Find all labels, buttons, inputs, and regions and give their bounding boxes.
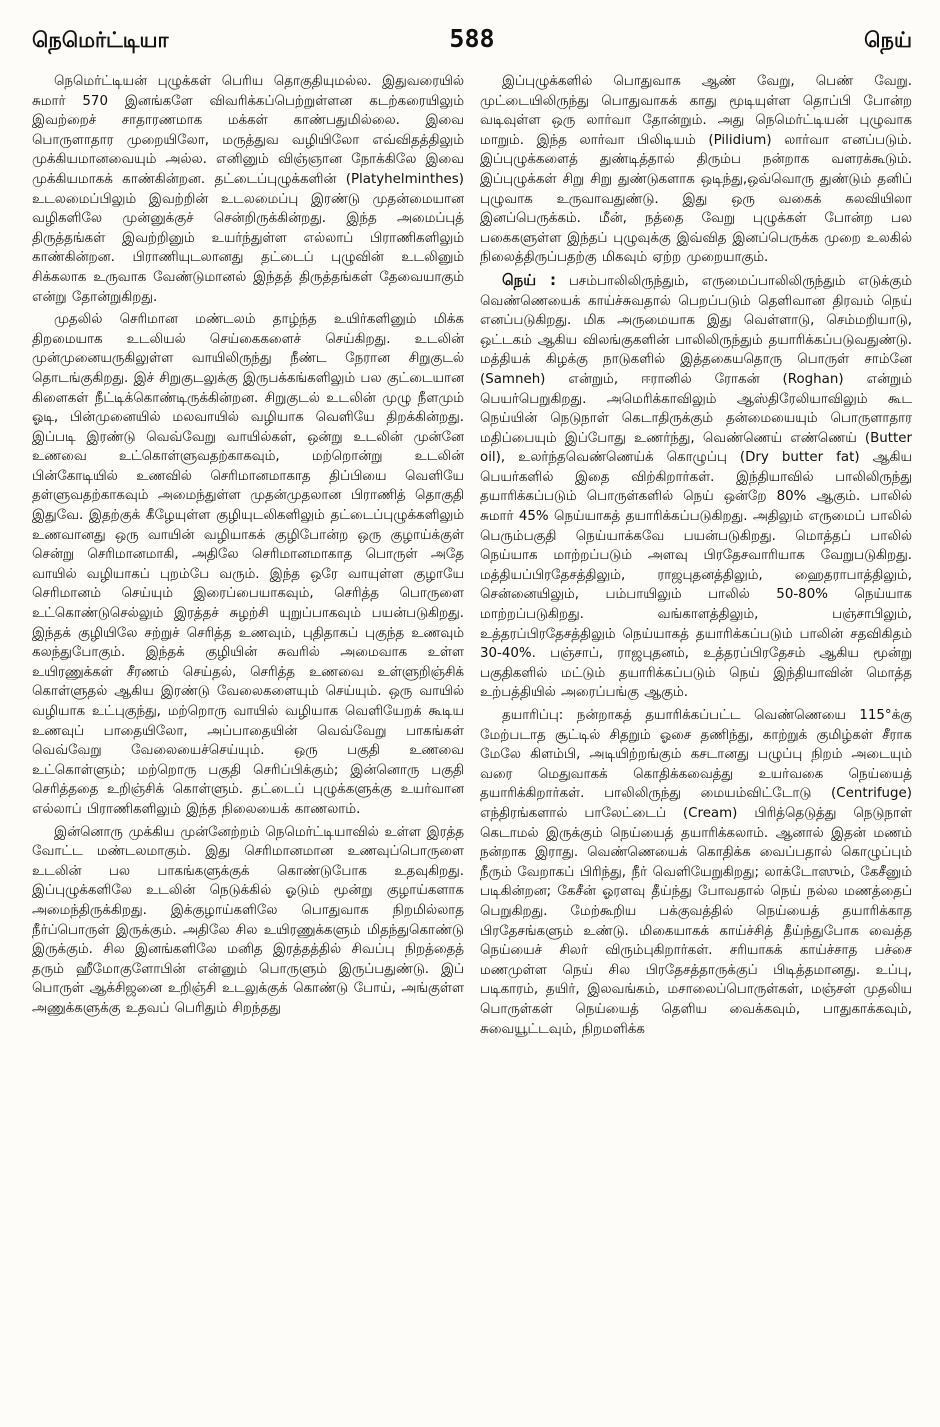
header-right-term: நெய் (864, 28, 912, 52)
paragraph: முதலில் செரிமான மண்டலம் தாழ்ந்த உயிர்களினும் மிக்க திறமையாக உடலியல் செய்கைகளைச் செய்கிறது. உடலின் முன்முனையருகிலுள்ள வாயிலிருந்து நீண்ட நேரான சிறுகுடல் தொடங்குகிறது. இச் சிறுகுடலுக்கு இருபக்கங்களிலும் பல குட்டையான கிளைகள் நீட்டிக்கொண்டிருக்கின்றன. சிறுகுடல் உடலின் முழு நீளமும் ஓடி, பின்முனையில் மலவாயில் வழியாக வெளியே திறக்கின்றது. இப்படி இரண்டு வெவ்வேறு வாயில்கள், ஒன்று உடலின் முன்னே உணவை உட்கொள்ளுவதற்காகவும், மற்றொன்று உடலின் பின்கோடியில் உணவில் செரிமானமாகாத திப்பியை வெளியே தள்ளுவதற்காகவும் அமைந்துள்ள முதன்முதலான பிராணித் தொகுதி இதுவே. இதற்குக் கீழேயுள்ள குழியுடலிகளிலும் தட்டைப்புழுக்களிலும் உணவானது ஒரு வாயின் வழியாகக் குழிபோன்ற ஒரு குழாய்க்குள் சென்று செரிமானமாகி, அதிலே செரிமானமாகாத பொருள் அதே வாயில் வழியாகப் புறம்பே வரும். இந்த ஒரே வாயுள்ள குழாயே செரிமானம் செய்யும் இரைப்பையாகவும், செரித்த பொருளை உட்கொண்டுசெல்லும் இரத்தச் சுழற்சி யுறுப்பாகவும் பயன்படுகிறது. இந்தக் குழியிலே சற்றுச் செரித்த உணவும், புதிதாகப் புகுந்த உணவும் கலந்துபோகும். இந்தக் குழியின் சுவரில் அமைவாக உள்ள உயிரணுக்கள் சீரணம் செய்தல், செரித்த உணவை உள்ளுறிஞ்சிக் கொள்ளுதல் ஆகிய இரண்டு வேலைகளையும் செய்யும். ஒரு வாயில் வழியாக உட்புகுந்து, மற்றொரு வாயில் வழியாக வெளியேறக் கூடிய உணவுப் பாதையிலோ, அப்பாதையின் வெவ்வேறு பாகங்கள் வெவ்வேறு வேலையைச்செய்யும். ஒரு பகுதி உணவை உட்கொள்ளும்; மற்றொரு பகுதி செரிப்பிக்கும்; இன்னொரு பகுதி செரித்ததை உறிஞ்சிக் கொள்ளும். தட்டைப் புழுக்களுக்கு உயர்வான எல்லாப் பிராணிகளிலும் இந்த நிலையைக் காணலாம். (32, 312, 464, 817)
two-column-body (32, 72, 912, 1042)
subheading: தயாரிப்பு: (502, 708, 564, 723)
paragraph: நெமெர்ட்டியன் புழுக்கள் பெரிய தொகுதியுமல்ல. இதுவரையில் சுமார் 570 இனங்களே விவரிக்கப்பெற்றுள்ளன கடற்கரையிலும் இவற்றைச் சாதாரணமாக மக்கள் காண்பதுமில்லை. இவை பொருளாதார முறையிலோ, மருத்துவ வழியிலோ எவ்விதத்திலும் முக்கியமானவையும் அல்ல. எனினும் விஞ்ஞான நோக்கிலே இவை முக்கியமாகக் காண்கின்றன. தட்டைப்புழுக்களின் (Platyhelminthes) உடலமைப்பிலும் இவற்றின் உடலமைப்பு இரண்டு முதன்மையான வழிகளிலே முன்னுக்குச் சென்றிருக்கின்றது. இந்த அமைப்புத் திருத்தங்கள் இவற்றினும் உயர்ந்துள்ள எல்லாப் பிராணிகளிலும் காண்கின்றன. பிராணியுடலானது தட்டைப் புழுவின் உடலினும் சிக்கலாக உருவாக வேண்டுமானல் இந்தத் திருத்தங்கள் தேவையாகும் என்று தோன்றுகிறது. (32, 74, 464, 305)
entry-headword: நெய் : (502, 270, 556, 289)
preparation-paragraph (480, 706, 912, 1039)
entry-paragraph (480, 271, 912, 703)
paragraph: இப்புழுக்களில் பொதுவாக ஆண் வேறு, பெண் வேறு. முட்டையிலிருந்து பொதுவாகக் காது மூடியுள்ள தொப்பி போன்ற வடிவுள்ள ஒரு லார்வா தோன்றும். அது நெமெர்ட்டியன் புழுவாக மாறும். இந்த லார்வா பிலிடியம் (Pilidium) லார்வா எனப்படும். இப்புழுக்களைத் துண்டித்தால் திரும்ப நன்றாக வளரக்கூடும். இப்புழுக்கள் சிறு சிறு துண்டுகளாக ஒடிந்து,ஒவ்வொரு துண்டும் தனிப் புழுவாக உருவாவதுண்டு. இது ஒரு வகைக் கலவியிலா இனப்பெருக்கம். மீன், நத்தை வேறு புழுக்கள் போன்ற பல பகைகளுள்ள இந்தப் புழுவுக்கு இவ்வித இனப்பெருக்க முறை உலகில் நிலைத்திருப்பதற்கு மிகவும் ஏற்ற முறையாகும். (480, 74, 912, 266)
entry-text: பசம்பாலிலிருந்தும், எருமைப்பாலிலிருந்தும் எடுக்கும் வெண்ணெயைக் காய்ச்சுவதால் பெறப்படும் தெளிவான திரவம் நெய் எனப்படுகிறது. மிக அருமையாக இது வெள்ளாடு, செம்மறியாடு, ஒட்டகம் ஆகிய விலங்குகளின் பாலிலிருந்தும் தயாரிக்கப்படுவதுண்டு. மத்தியக் கிழக்கு நாடுகளில் இத்தகையதொரு பொருள் சாம்னே (Samneh) என்றும், ஈரானில் ரோகன் (Roghan) என்றும் பெயர்பெறுகிறது. அமெரிக்காவிலும் ஆஸ்திரேலியாவிலும் கூட நெய்யின் நெடுநாள் கெடாதிருக்கும் தன்மையையும் பொருளாதார மதிப்பையும் இப்போது உணர்ந்து, வெண்ணெய் எண்ணெய் (Butter oil), உலர்ந்தவெண்ணெய்க் கொழுப்பு (Dry butter fat) ஆகிய பெயர்களில் இதை விற்கிறார்கள். இந்தியாவில் பாலிலிருந்து தயாரிக்கப்படும் பொருள்களில் நெய் ஒன்றே 80% ஆகும். பாலில் சுமார் 45% நெய்யாகத் தயாரிக்கப்படுகிறது. அதிலும் எருமைப் பாலில் பெரும்பகுதி நெய்யாக்கவே பயன்படுகிறது. மொத்தப் பாலில் நெய்யாக மாற்றப்படும் அளவு பிரதேசவாரியாக வேறுபடுகிறது. மத்தியப்பிரதேசத்திலும், ராஜபுதனத்திலும், ஹைதராபாத்திலும், சென்னையிலும், பம்பாயிலும் பாலில் 50-80% நெய்யாக மாற்றப்படுகிறது. வங்காளத்திலும், பஞ்சாபிலும், உத்தரப்பிரதேசத்திலும் நெய்யாகத் தயாரிக்கப்படும் பாலின் சதவிகிதம் 30-40%. பஞ்சாப், ராஜபுதனம், உத்தரப்பிரதேசம் ஆகிய மூன்று பகுதிகளில் மட்டும் தயாரிக்கப்படும் நெய் இந்தியாவின் மொத்த உற்பத்தியில் அரைப்பங்கு ஆகும். (480, 273, 912, 701)
page-number: 588 (449, 24, 495, 53)
paragraph: இன்னொரு முக்கிய முன்னேற்றம் நெமெர்ட்டியாவில் உள்ள இரத்த வோட்ட மண்டலமாகும். இது செரிமானமான உணவுப்பொருளை உடலின் பல பாகங்களுக்குக் கொண்டுபோக உதவுகிறது. இப்புழுக்களிலே உடலின் நெடுக்கில் ஓடும் மூன்று குழாய்களாக அமைந்திருக்கிறது. இக்குழாய்களிலே பொதுவாக நிறமில்லாத நீர்ப்பொருள் இருக்கும். அதிலே சில உயிரணுக்களும் மிதந்துகொண்டு இருக்கும். சில இனங்களிலே மனித இரத்தத்தில் சிவப்பு நிறத்தைத் தரும் ஹீமோகுளோபின் என்னும் பொருளும் இருப்பதுண்டு. இப் பொருள் ஆக்சிஜனை உறிஞ்சி உடலுக்குக் கொண்டு போய், அங்குள்ள அணுக்களுக்கு உதவப் பெரிதும் சிறந்தது (32, 824, 464, 1016)
preparation-text: நன்றாகத் தயாரிக்கப்பட்ட வெண்ணெயை 115°க்கு மேற்படாத சூட்டில் சிதறும் ஓசை தணிந்து, காற்றுக் குமிழ்கள் சீராக மேலே கிளம்பி, அடியிற்றங்கும் கசடானது பழுப்பு நிறம் அடையும் வரை மெதுவாகக் கொதிக்கவைத்து உயர்வகை நெய்யைத் தயாரிக்கிறார்கள். பாலிலிருந்து மையம்விட்டோடு (Centrifuge) எந்திரங்களால் பாலேட்டைப் (Cream) பிரித்தெடுத்து நெடுநாள் கெடாமல் இருக்கும் நெய்யைத் தயாரிக்கலாம். ஆனால் இதன் மணம் நன்றாக இராது. வெண்ணெயைக் கொதிக்க வைப்பதால் கொழுப்பும் நீரும் வேறாகப் பிரிந்து, நீர் வெளியேறுகிறது; லாக்டோஸும், கேசீனும் படிகின்றன; கேசீன் ஓரளவு தீய்ந்து போவதால் நெய் நல்ல மணத்தைப் பெறுகிறது. மேற்கூறிய பக்குவத்தில் நெய்யைத் தயாரிக்காத பிரதேசங்களும் உண்டு. மிகையாகக் காய்ச்சித் தீய்ந்துபோக வைத்த நெய்யைச் சிலர் விரும்புகிறார்கள். சரியாகக் காய்ச்சாத பச்சை மணமுள்ள நெய் சில பிரதேசத்தாருக்குப் பிடித்தமானது. உப்பு, படிகாரம், தயிர், இலவங்கம், மசாலைப்பொருள்கள், மஞ்சள் முதலிய பொருள்கள் நெய்யைத் தெளிய வைக்கவும், பாதுகாக்கவும், சுவையூட்டவும், நிறமளிக்க (480, 708, 912, 1037)
header-left-term: நெமெர்ட்டியா (32, 28, 169, 52)
right-column (480, 72, 912, 1042)
left-column (32, 72, 464, 1042)
running-header (32, 22, 912, 66)
